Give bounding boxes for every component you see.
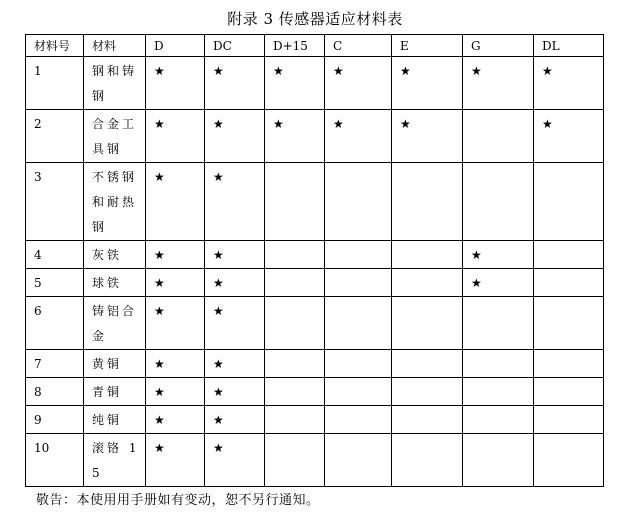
empty-cell: [325, 378, 392, 406]
empty-cell: [265, 269, 325, 297]
star-icon: ★: [146, 406, 205, 434]
material-name-cell: 灰铁: [84, 241, 146, 269]
star-icon: ★: [146, 378, 205, 406]
star-icon: ★: [265, 57, 325, 110]
star-icon: ★: [146, 269, 205, 297]
star-icon: ★: [146, 434, 205, 487]
star-icon: ★: [205, 241, 265, 269]
empty-cell: [463, 163, 534, 241]
star-icon: ★: [205, 434, 265, 487]
empty-cell: [463, 350, 534, 378]
empty-cell: [392, 163, 463, 241]
empty-cell: [534, 241, 604, 269]
empty-cell: [265, 406, 325, 434]
star-icon: ★: [265, 110, 325, 163]
table-body: [26, 57, 604, 487]
material-no-cell: 4: [26, 241, 84, 269]
empty-cell: [325, 241, 392, 269]
star-icon: ★: [325, 57, 392, 110]
empty-cell: [534, 378, 604, 406]
empty-cell: [392, 269, 463, 297]
empty-cell: [325, 350, 392, 378]
star-icon: ★: [392, 110, 463, 163]
material-no-cell: 2: [26, 110, 84, 163]
star-icon: ★: [463, 57, 534, 110]
empty-cell: [534, 269, 604, 297]
material-no-cell: 8: [26, 378, 84, 406]
table-row: [26, 241, 604, 269]
material-no-cell: 7: [26, 350, 84, 378]
empty-cell: [325, 406, 392, 434]
header-c: C: [325, 35, 392, 57]
star-icon: ★: [534, 110, 604, 163]
star-icon: ★: [205, 297, 265, 350]
star-icon: ★: [205, 110, 265, 163]
table-row: [26, 57, 604, 110]
empty-cell: [392, 350, 463, 378]
header-material: 材料: [84, 35, 146, 57]
header-e: E: [392, 35, 463, 57]
table-row: [26, 434, 604, 487]
empty-cell: [392, 378, 463, 406]
empty-cell: [392, 297, 463, 350]
material-name-cell: 球铁: [84, 269, 146, 297]
table-row: [26, 269, 604, 297]
notice-text: 敬告：本使用用手册如有变动，恕不另行通知。: [36, 493, 320, 508]
header-d15: D+15: [265, 35, 325, 57]
empty-cell: [325, 434, 392, 487]
material-no-cell: 5: [26, 269, 84, 297]
star-icon: ★: [146, 163, 205, 241]
material-no-cell: 6: [26, 297, 84, 350]
star-icon: ★: [146, 350, 205, 378]
empty-cell: [463, 297, 534, 350]
table-row: [26, 350, 604, 378]
table-row: [26, 110, 604, 163]
empty-cell: [265, 297, 325, 350]
table-header-row: [26, 35, 604, 57]
empty-cell: [265, 378, 325, 406]
star-icon: ★: [146, 110, 205, 163]
empty-cell: [534, 350, 604, 378]
empty-cell: [265, 241, 325, 269]
empty-cell: [325, 297, 392, 350]
empty-cell: [463, 434, 534, 487]
empty-cell: [392, 406, 463, 434]
material-no-cell: 3: [26, 163, 84, 241]
material-name-cell: 纯铜: [84, 406, 146, 434]
table-row: [26, 406, 604, 434]
empty-cell: [463, 406, 534, 434]
star-icon: ★: [205, 378, 265, 406]
material-name-cell: 不锈钢和耐热钢: [84, 163, 146, 241]
star-icon: ★: [205, 57, 265, 110]
page-title: 附录 3 传感器适应材料表: [227, 10, 403, 28]
empty-cell: [534, 434, 604, 487]
empty-cell: [534, 163, 604, 241]
material-name-cell: 滚铬 15: [84, 434, 146, 487]
star-icon: ★: [463, 241, 534, 269]
material-name-cell: 钢和铸钢: [84, 57, 146, 110]
star-icon: ★: [146, 297, 205, 350]
empty-cell: [265, 350, 325, 378]
star-icon: ★: [392, 57, 463, 110]
star-icon: ★: [205, 406, 265, 434]
header-g: G: [463, 35, 534, 57]
empty-cell: [265, 163, 325, 241]
empty-cell: [325, 269, 392, 297]
header-dl: DL: [534, 35, 604, 57]
header-material-no: 材料号: [26, 35, 84, 57]
material-no-cell: 1: [26, 57, 84, 110]
empty-cell: [463, 378, 534, 406]
star-icon: ★: [534, 57, 604, 110]
empty-cell: [534, 406, 604, 434]
empty-cell: [325, 163, 392, 241]
material-name-cell: 合金工具钢: [84, 110, 146, 163]
material-name-cell: 黄铜: [84, 350, 146, 378]
material-no-cell: 10: [26, 434, 84, 487]
star-icon: ★: [146, 241, 205, 269]
star-icon: ★: [205, 350, 265, 378]
empty-cell: [463, 110, 534, 163]
material-no-cell: 9: [26, 406, 84, 434]
material-name-cell: 青铜: [84, 378, 146, 406]
empty-cell: [392, 434, 463, 487]
header-d: D: [146, 35, 205, 57]
star-icon: ★: [205, 269, 265, 297]
empty-cell: [265, 434, 325, 487]
star-icon: ★: [205, 163, 265, 241]
material-name-cell: 铸铝合金: [84, 297, 146, 350]
table-row: [26, 163, 604, 241]
empty-cell: [392, 241, 463, 269]
table-row: [26, 378, 604, 406]
star-icon: ★: [325, 110, 392, 163]
sensor-material-table: [25, 34, 604, 487]
header-dc: DC: [205, 35, 265, 57]
empty-cell: [534, 297, 604, 350]
star-icon: ★: [463, 269, 534, 297]
table-row: [26, 297, 604, 350]
star-icon: ★: [146, 57, 205, 110]
